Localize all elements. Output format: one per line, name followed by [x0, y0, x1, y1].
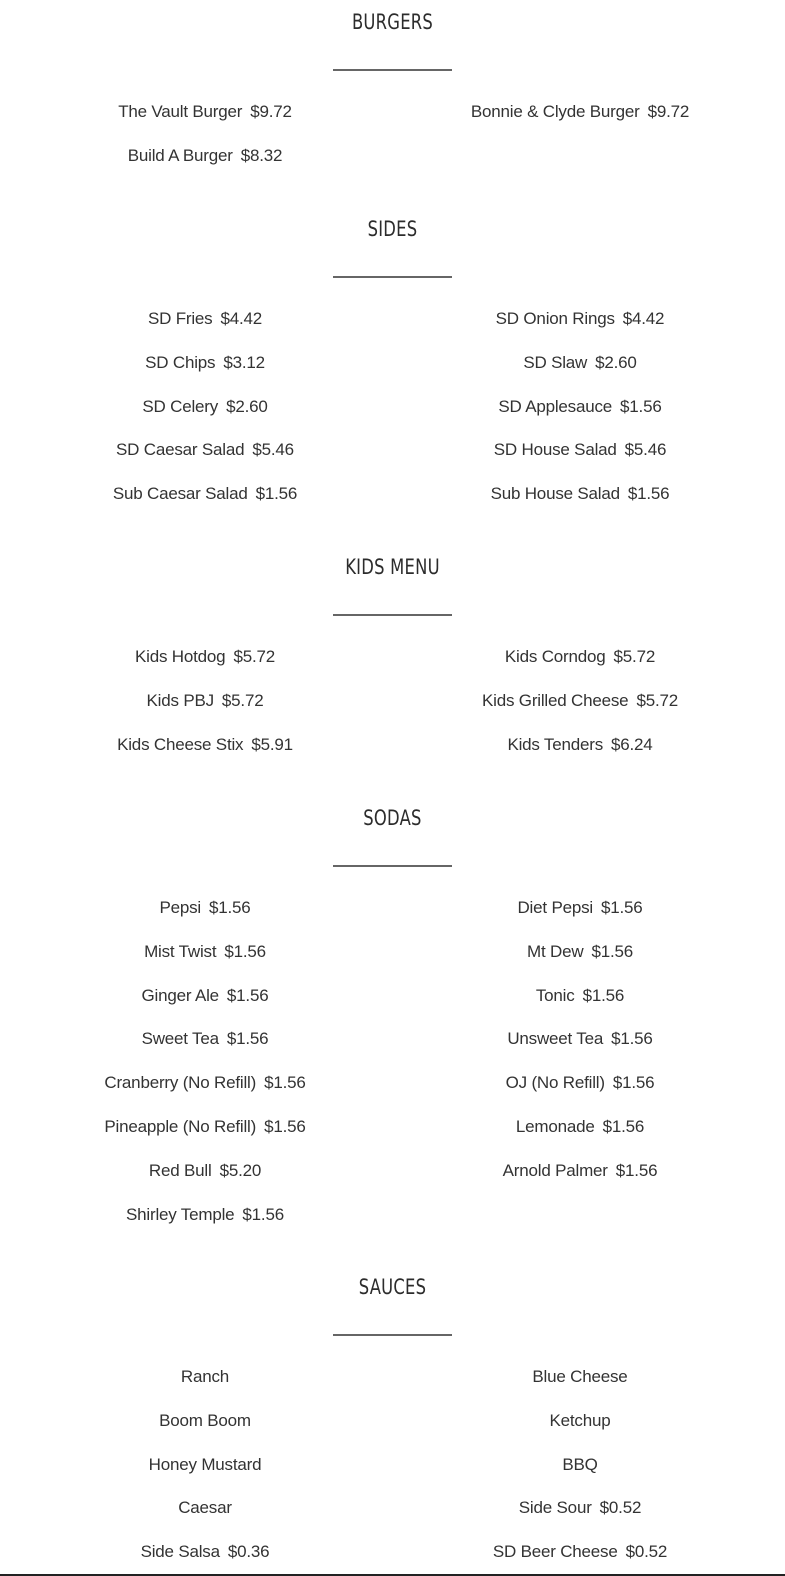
menu-item-name: SD Fries: [147, 309, 213, 328]
menu-item-name: Ginger Ale: [141, 985, 219, 1005]
menu-item-price: $5.72: [233, 647, 275, 666]
menu-item-price: $0.36: [227, 1542, 270, 1562]
section-title: SIDES: [367, 217, 418, 241]
menu-item-price: $1.56: [224, 941, 266, 961]
menu-item: [385, 395, 775, 419]
menu-item-name: Boom Boom: [159, 1410, 251, 1430]
menu-item-name: Kids Corndog: [504, 647, 606, 666]
menu-item: [10, 1409, 400, 1433]
menu-item: [10, 645, 400, 669]
menu-item: [385, 438, 775, 462]
menu-item-name: SD Celery: [142, 396, 219, 416]
section-divider: [333, 69, 452, 71]
menu-item: [10, 395, 400, 419]
menu-item-price: $6.24: [611, 734, 653, 754]
menu-item: [10, 144, 400, 168]
menu-item-price: $1.56: [582, 985, 625, 1005]
menu-item-name: Tonic: [535, 985, 575, 1005]
menu-item-price: $1.56: [627, 484, 670, 504]
menu-item-price: $5.91: [251, 734, 293, 754]
menu-item-name: Kids Tenders: [507, 734, 604, 754]
section-divider: [333, 276, 452, 278]
menu-item: [385, 1540, 775, 1564]
menu-item-name: Caesar: [178, 1498, 232, 1518]
menu-item-price: $5.72: [613, 647, 656, 666]
menu-item: [10, 1540, 400, 1564]
menu-item: [385, 307, 775, 331]
menu-item-name: Pepsi: [159, 898, 201, 917]
menu-item-price: $1.56: [620, 396, 662, 416]
menu-item-name: Mist Twist: [144, 941, 217, 961]
menu-item-name: Blue Cheese: [532, 1367, 628, 1386]
menu-item-name: Bonnie & Clyde Burger: [470, 102, 640, 121]
menu-item-name: Build A Burger: [127, 145, 233, 165]
menu-item-name: Honey Mustard: [148, 1454, 262, 1474]
menu-item-price: $1.56: [611, 1029, 653, 1049]
section-divider: [333, 614, 452, 616]
menu-item: [10, 1071, 400, 1095]
menu-item-name: Sub House Salad: [490, 484, 620, 504]
section-divider: [333, 1334, 452, 1336]
menu-item-name: Ranch: [180, 1367, 230, 1386]
menu-item: [10, 940, 400, 964]
menu-item-price: $1.56: [208, 898, 251, 917]
menu-item: [10, 438, 400, 462]
menu-item-name: Side Sour: [518, 1498, 592, 1518]
menu-item: [385, 1453, 775, 1477]
menu-item: [385, 896, 775, 920]
menu-item-name: Side Salsa: [140, 1542, 220, 1562]
menu-item-price: $1.56: [264, 1073, 306, 1093]
menu-item: [385, 984, 775, 1008]
menu-item-price: $5.72: [636, 690, 678, 710]
menu-item: [385, 1071, 775, 1095]
menu-item-price: $5.46: [624, 440, 667, 460]
menu-item: [10, 896, 400, 920]
section-divider: [333, 865, 452, 867]
menu-item-price: $1.56: [602, 1117, 645, 1136]
menu-item-name: OJ (No Refill): [505, 1073, 605, 1093]
menu-item: [385, 482, 775, 506]
menu-item-price: $5.46: [252, 440, 294, 460]
menu-item: [10, 1203, 400, 1227]
menu-item-price: $0.52: [599, 1498, 642, 1518]
menu-item-name: Kids Cheese Stix: [117, 734, 244, 754]
menu-item: [385, 1115, 775, 1139]
menu-item-price: $1.56: [264, 1117, 306, 1136]
menu-item-price: $1.56: [226, 985, 269, 1005]
menu-item-name: Ketchup: [549, 1410, 611, 1430]
section-title: KIDS MENU: [345, 555, 440, 579]
menu-item-name: Sweet Tea: [141, 1029, 219, 1049]
menu-item-price: $2.60: [226, 396, 268, 416]
menu-item-name: Cranberry (No Refill): [104, 1073, 257, 1093]
menu-item: [10, 1027, 400, 1051]
menu-item-price: $2.60: [595, 352, 637, 372]
menu-item-price: $1.56: [612, 1073, 655, 1093]
menu-item: [385, 1365, 775, 1389]
menu-item-price: $1.56: [226, 1029, 269, 1049]
menu-item-name: SD Applesauce: [498, 396, 613, 416]
menu-item-price: $1.56: [600, 898, 643, 917]
menu-item-name: Pineapple (No Refill): [104, 1117, 257, 1136]
menu-item-name: SD Caesar Salad: [116, 440, 245, 460]
menu-item-price: $0.52: [625, 1542, 668, 1562]
menu-item: [385, 351, 775, 375]
menu-item-price: $5.20: [219, 1160, 262, 1180]
menu-item: [385, 645, 775, 669]
menu-item: [10, 1496, 400, 1520]
menu-item-price: $8.32: [240, 145, 283, 165]
menu-item: [10, 351, 400, 375]
menu-item: [10, 482, 400, 506]
menu-item: [10, 1365, 400, 1389]
section-title: SODAS: [363, 806, 422, 830]
menu-item-name: Red Bull: [148, 1160, 212, 1180]
menu-item-name: SD Beer Cheese: [492, 1542, 618, 1562]
menu-item-name: Lemonade: [515, 1117, 595, 1136]
menu-item: [10, 984, 400, 1008]
menu-item-price: $4.42: [622, 309, 665, 328]
menu-item-name: SD Onion Rings: [495, 309, 615, 328]
menu-item-name: Sub Caesar Salad: [112, 484, 248, 504]
menu-item-name: Kids Grilled Cheese: [482, 690, 629, 710]
menu-item-price: $1.56: [255, 484, 298, 504]
menu-item-name: SD Slaw: [523, 352, 588, 372]
menu-item: [10, 307, 400, 331]
menu-item: [10, 1453, 400, 1477]
menu-item-name: SD Chips: [145, 352, 216, 372]
menu-item-price: $1.56: [591, 941, 633, 961]
menu-item-name: Arnold Palmer: [502, 1160, 608, 1180]
menu-item: [10, 733, 400, 757]
menu-item-name: Mt Dew: [527, 941, 584, 961]
menu-item-name: Kids Hotdog: [135, 647, 226, 666]
section-title: SAUCES: [358, 1275, 427, 1299]
menu-item: [385, 1027, 775, 1051]
menu-item: [385, 1496, 775, 1520]
section-title: BURGERS: [351, 10, 434, 34]
menu-item: [385, 940, 775, 964]
menu-item-price: $3.12: [223, 352, 265, 372]
menu-item: [385, 689, 775, 713]
menu-item: [10, 1159, 400, 1183]
menu-item-name: Kids PBJ: [146, 690, 214, 710]
menu-item-name: SD House Salad: [493, 440, 617, 460]
menu-item-name: Shirley Temple: [126, 1204, 235, 1224]
menu-item: [385, 1159, 775, 1183]
menu-item-name: Diet Pepsi: [517, 898, 593, 917]
menu-item: [385, 733, 775, 757]
menu-item: [385, 1409, 775, 1433]
menu-item: [385, 100, 775, 124]
menu-item: [10, 100, 400, 124]
menu-item-price: $1.56: [615, 1160, 658, 1180]
menu-item-price: $1.56: [242, 1204, 284, 1224]
menu-item-name: The Vault Burger: [118, 102, 243, 121]
menu-item-price: $9.72: [250, 102, 292, 121]
menu-item-price: $9.72: [647, 102, 690, 121]
menu-item-price: $4.42: [220, 309, 263, 328]
menu-item-price: $5.72: [221, 690, 264, 710]
menu-item-name: Unsweet Tea: [507, 1029, 604, 1049]
menu-item-name: BBQ: [562, 1454, 598, 1474]
menu-item: [10, 689, 400, 713]
menu-item: [10, 1115, 400, 1139]
